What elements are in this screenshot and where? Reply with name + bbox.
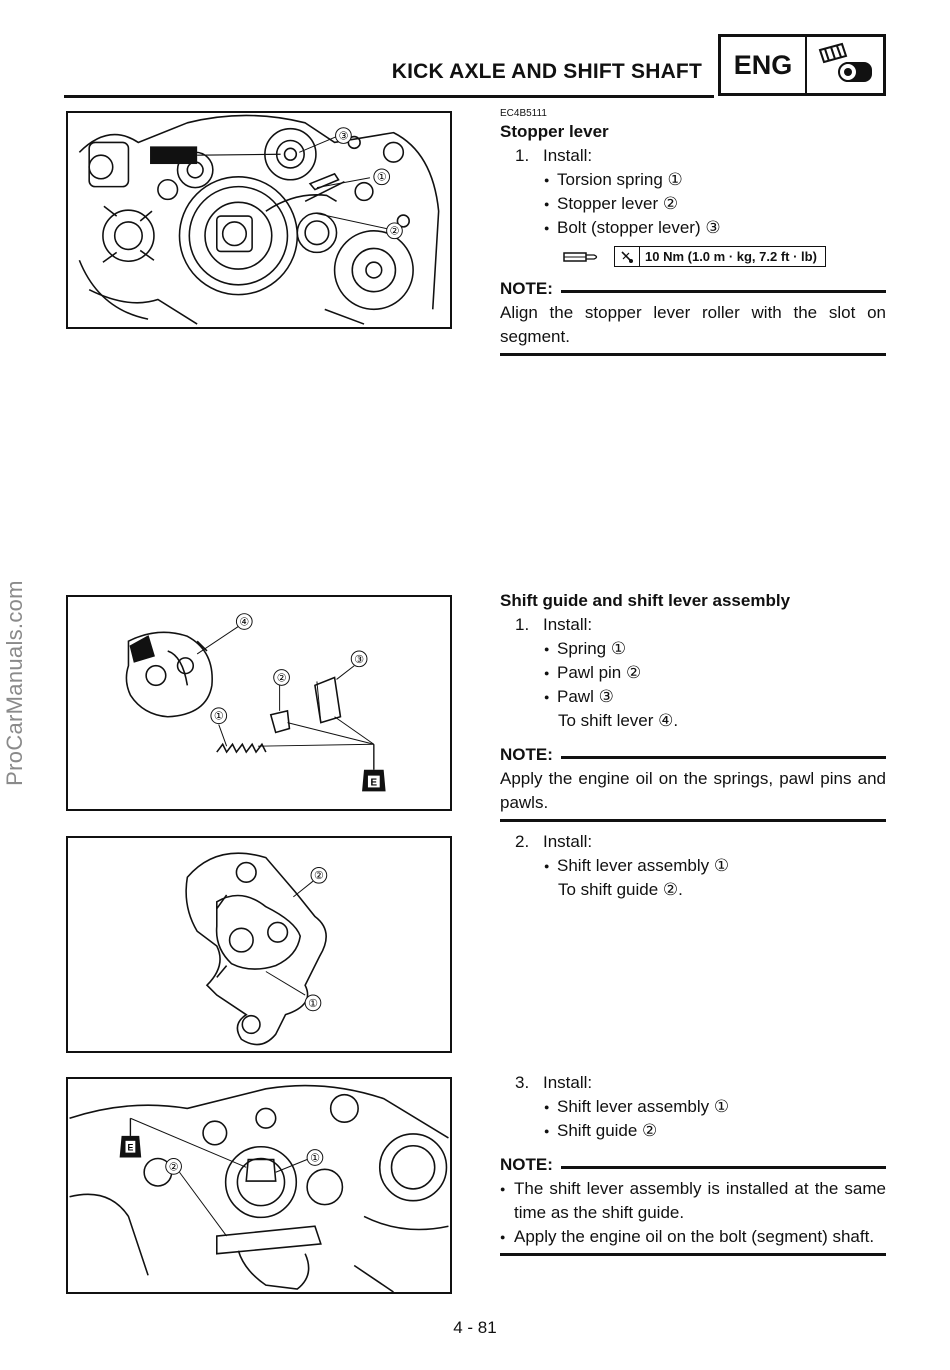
- section-heading: Shift guide and shift lever assembly: [500, 591, 791, 610]
- step-number: 1.: [515, 146, 530, 165]
- list-item: [500, 854, 886, 878]
- fig2-callout-3: ③: [354, 653, 364, 666]
- step-label: Install:: [543, 832, 593, 851]
- step-number: 1.: [515, 615, 530, 634]
- watermark: ProCarManuals.com: [2, 580, 27, 786]
- fig3-callout-1: ①: [308, 997, 318, 1010]
- fig1-callout-2: ②: [389, 225, 400, 238]
- note-text: Align the stopper lever roller with the slot on segment.: [500, 303, 886, 346]
- note-header: [500, 743, 886, 767]
- list-item: [500, 1095, 886, 1119]
- figure-stopper-lever: [66, 111, 452, 329]
- list-item-text: Shift lever assembly ①: [557, 856, 730, 875]
- figure-shift-assembly-installed: [66, 1077, 452, 1294]
- torque-wrench-icon: [615, 247, 640, 266]
- oil-label: E: [127, 1142, 134, 1153]
- list-item-text: Bolt (stopper lever) ③: [557, 218, 721, 237]
- note-rule: [561, 290, 886, 293]
- note-bullet: ● Apply the engine oil on the bolt (segment) shaft.: [500, 1225, 886, 1249]
- list-item: [500, 192, 886, 216]
- engine-icon: [807, 37, 883, 93]
- wrench-icon: [562, 249, 602, 265]
- section-code: EC4B5111: [500, 108, 547, 119]
- note-end-rule: [500, 1253, 886, 1256]
- section-install-3: [500, 1071, 886, 1256]
- step-label: Install:: [543, 1073, 593, 1092]
- torque-box: [614, 246, 826, 267]
- page-title: KICK AXLE AND SHIFT SHAFT: [391, 60, 702, 83]
- list-item: [500, 216, 886, 240]
- fig4-callout-2: ②: [168, 1161, 179, 1174]
- note-text: Apply the engine oil on the springs, pawl pins and pawls.: [500, 769, 886, 812]
- fig2-callout-2: ②: [276, 672, 287, 685]
- note-label: NOTE:: [500, 279, 553, 298]
- list-item-text: Shift lever assembly ①: [557, 1097, 730, 1116]
- note-rule: [561, 756, 886, 759]
- list-item-text: Spring ①: [557, 639, 627, 658]
- figure-shift-guide: [66, 836, 452, 1053]
- section-heading: Stopper lever: [500, 122, 609, 141]
- list-item: [500, 1119, 886, 1143]
- list-item: [500, 168, 886, 192]
- note-end-rule: [500, 353, 886, 356]
- header-rule: [64, 95, 714, 98]
- sub-text: To shift guide ②.: [558, 880, 683, 899]
- step: [500, 144, 886, 168]
- note-rule: [561, 1166, 886, 1169]
- step-number: 2.: [515, 832, 530, 851]
- section-badge: [718, 34, 886, 96]
- section-stopper-lever: [500, 108, 886, 356]
- list-item-text: Torsion spring ①: [557, 170, 683, 189]
- fig2-callout-4: ④: [239, 616, 250, 629]
- step-label: Install:: [543, 146, 593, 165]
- note-end-rule: [500, 819, 886, 822]
- section-install-2: [500, 830, 886, 902]
- section-badge-label: ENG: [721, 37, 807, 93]
- step: [500, 1071, 886, 1095]
- fig1-callout-1: ①: [376, 171, 387, 184]
- section-shift-guide: [500, 589, 886, 822]
- list-item-text: Stopper lever ②: [557, 194, 679, 213]
- note-header: [500, 1153, 886, 1177]
- fig4-callout-1: ①: [310, 1152, 320, 1165]
- page-number: 4 - 81: [453, 1318, 497, 1337]
- torque-value: 10 Nm (1.0 m · kg, 7.2 ft · lb): [645, 248, 817, 264]
- note-header: [500, 277, 886, 301]
- step-label: Install:: [543, 615, 593, 634]
- sub-text: To shift lever ④.: [558, 711, 679, 730]
- list-item: [500, 661, 886, 685]
- oil-label: E: [370, 777, 378, 789]
- list-item-text: Shift guide ②: [557, 1121, 658, 1140]
- step-number: 3.: [515, 1073, 530, 1092]
- step: [500, 830, 886, 854]
- note-bullet: ● The shift lever assembly is installed at the same time as the shift guide.: [500, 1177, 886, 1225]
- list-item: [500, 685, 886, 709]
- torque-spec: [562, 246, 886, 267]
- figure-shift-lever-parts: [66, 595, 452, 811]
- fig1-callout-3: ③: [338, 130, 349, 143]
- note-label: NOTE:: [500, 1155, 553, 1174]
- fig2-callout-1: ①: [213, 710, 224, 723]
- fig3-callout-2: ②: [314, 870, 324, 883]
- list-item-text: Pawl pin ②: [557, 663, 642, 682]
- list-item-text: Pawl ③: [557, 687, 614, 706]
- step: [500, 613, 886, 637]
- list-item: [500, 637, 886, 661]
- note-label: NOTE:: [500, 745, 553, 764]
